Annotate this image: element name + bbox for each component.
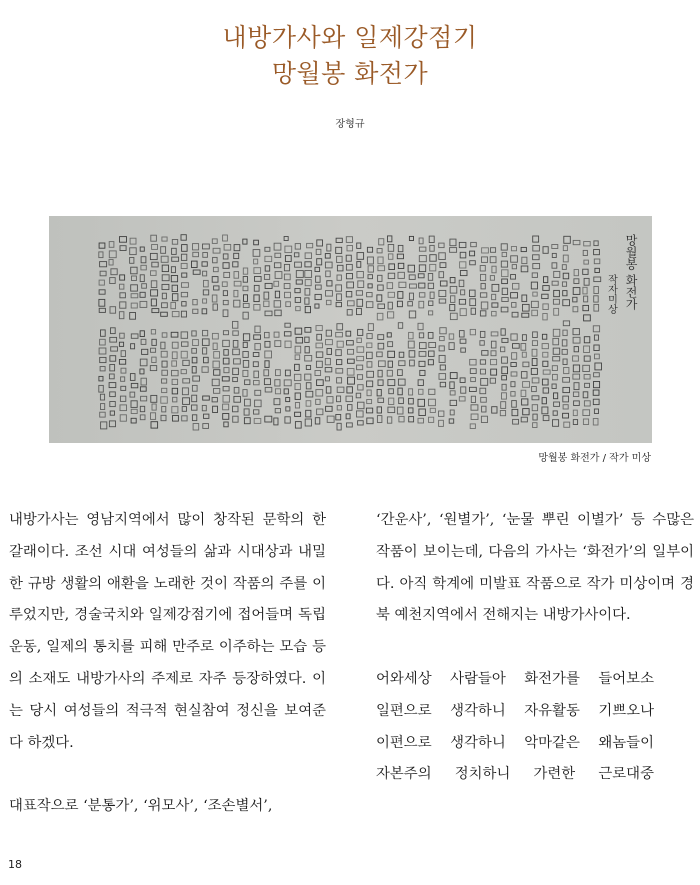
poem-phrase: 일편으로 [376, 702, 432, 719]
poem-phrase: 왜놈들이 [598, 734, 654, 751]
manuscript-subtitle-text: 작자미상 [605, 274, 617, 314]
article-title-line-2: 망월봉 화전가 [271, 59, 429, 88]
poem-phrase: 근로대중 [598, 766, 654, 783]
poem-phrase: 이편으로 [376, 734, 432, 751]
poem-phrase: 어와세상 [376, 670, 432, 687]
left-paragraph-2: 대표작으로 ‘분통가’, ‘위모사’, ‘조손별서’, [9, 798, 273, 815]
poem-phrase: 생각하니 [450, 734, 506, 751]
poem-phrase: 자유활동 [524, 702, 580, 719]
poem-line [376, 759, 654, 791]
poem-phrase: 정치하니 [454, 766, 511, 783]
poem-phrase: 가련한 [533, 766, 576, 783]
manuscript-photo [49, 216, 652, 443]
poem-phrase: 화전가를 [524, 670, 580, 687]
right-column [376, 505, 694, 791]
poem-block [376, 664, 694, 791]
poem-line [376, 728, 654, 760]
right-paragraph-1: ‘간운사’, ‘원별가’, ‘눈물 뿌린 이별가’ 등 수많은 작품이 보이는데, 다음의 가사는 ‘화전가’의 일부이다. 아직 학계에 미발표 작품으로 작가 미상이며 경북 예천지역에서 전해지는 내방가사이다. [376, 512, 694, 624]
poem-phrase: 생각하니 [450, 702, 506, 719]
page-number: 18 [8, 858, 22, 871]
title-block [0, 20, 700, 92]
poem-line [376, 664, 654, 696]
author-name: 장형규 [335, 119, 365, 130]
figure-caption: 망월봉 화전가 / 작가 미상 [538, 453, 651, 464]
article-title-line-1: 내방가사와 일제강점기 [222, 23, 478, 52]
poem-phrase: 사람들아 [450, 670, 506, 687]
poem-phrase: 자본주의 [376, 766, 432, 783]
poem-phrase: 들어보소 [598, 670, 654, 687]
manuscript-title-text: 망월봉 화전가 [624, 234, 638, 310]
left-paragraph-1: 내방가사는 영남지역에서 많이 창작된 문학의 한 갈래이다. 조선 시대 여성들의 삶과 시대상과 내밀한 규방 생활의 애환을 노래한 것이 작품의 주를 이루었지만, 경술국치와 일제강점기에 접어들며 독립운동, 일제의 통치를 피해 만주로 이주하는 모습 등의 소재도 내방가사의 주제로 자주 등장하였다. 이는 당시 여성들의 적극적 현실참여 정신을 보여준다 하겠다. [9, 512, 326, 751]
poem-phrase: 악마같은 [524, 734, 580, 751]
manuscript-illustration [49, 216, 652, 443]
left-column [9, 505, 326, 855]
poem-phrase: 기쁘오나 [598, 702, 654, 719]
poem-line [376, 696, 654, 728]
